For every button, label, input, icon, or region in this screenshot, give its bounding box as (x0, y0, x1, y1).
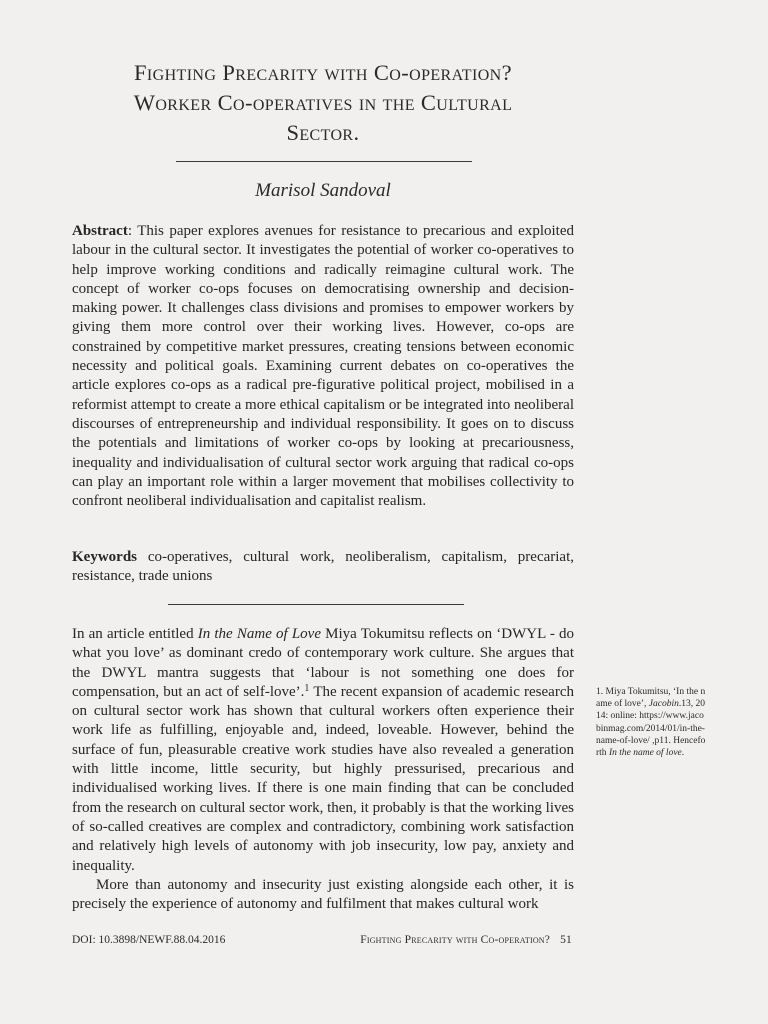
page-number: 51 (560, 934, 572, 946)
footnote-short-title: In the name of love (608, 748, 682, 759)
footnote-text-c: . (681, 748, 685, 759)
footnote-text-a: 1. Miya Tokumitsu, ‘In the name of love’, (596, 687, 706, 710)
keywords-text: co-operatives, cultural work, neoliberalism, capitalism, precariat, resistance, trade unions (72, 549, 574, 585)
title-line-1: Fighting Precarity with Co-operation? (133, 60, 513, 85)
paragraph-2: More than autonomy and insecurity just existing alongside each other, it is precisely the experience of autonomy and fulfilment that makes cultural work (72, 876, 574, 913)
keywords (72, 548, 574, 587)
title-line-2: Worker Co-operatives in the Cultural (133, 90, 513, 115)
paragraph-1-rest: The recent expansion of academic research on cultural sector work has shown that cultural workers often experience their work life as fulfilling, enjoyable and, indeed, loveable. However, behind the surface of fun, pleasurable creative work studies have also revealed a generation with little income, little security, but highly pressurised, precarious and individualised working lives. If there is one main finding that can be concluded from the research on cultural sector work, then, it probably is that the working lives of so-called creatives are complex and contradictory, combining work satisfaction and relatively high levels of autonomy with job insecurity, low pay, anxiety and inequality. (72, 683, 574, 874)
running-title: Fighting Precarity with Co-operation? (360, 934, 551, 946)
footnote-text-b: .13, 2014: online: https://www.jacobinmag.com/2014/01/in-the-name-of-love/ ,p11. Henceforth (596, 699, 706, 759)
author-name: Marisol Sandoval (255, 180, 391, 201)
paper-title (72, 58, 574, 148)
paragraph-1-intro: In an article entitled (72, 626, 198, 642)
keywords-label: Keywords (72, 549, 137, 565)
section-divider (168, 604, 464, 605)
doi: DOI: 10.3898/NEWF.88.04.2016 (72, 934, 226, 946)
footnote (596, 686, 706, 759)
paragraph-1 (72, 625, 574, 876)
main-text (72, 625, 574, 914)
paragraph-1-quote: Miya Tokumitsu reflects on ‘DWYL - do what you love’ as dominant credo of contemporary work culture. She argues that the DWYL mantra suggests that ‘labour is not something one does for compensation, but an act of self-love’. (72, 626, 574, 700)
footnote-reference[interactable]: 1 (304, 682, 310, 694)
footnote-journal: Jacobin (648, 699, 679, 710)
abstract-label: Abstract (72, 223, 128, 239)
cited-article-title: In the Name of Love (197, 626, 321, 642)
title-divider (176, 161, 472, 162)
abstract-text: : This paper explores avenues for resistance to precarious and exploited labour in the cultural sector. It investigates the potential of worker co-operatives to help improve working conditions and radically reimagine cultural work. The concept of worker co-ops focuses on democratising ownership and decision-making power. It challenges class divisions and promises to empower workers by giving them more control over their working lives. However, co-ops are constrained by competitive market pressures, creating tensions between economic necessity and political goals. Examining current debates on co-operatives the article explores co-ops as a radical pre-figurative political project, mobilised in a reformist attempt to create a more ethical capitalism or be integrated into neoliberal discourses of entrepreneurship and individual responsibility. It goes on to discuss the potentials and limitations of worker co-ops by looking at precariousness, inequality and individualisation of cultural sector work arguing that radical co-ops can play an important role within a larger movement that mobilises collectivity to confront neoliberal individualisation and capitalist realism. (72, 223, 574, 510)
running-header (360, 934, 572, 946)
abstract (72, 222, 574, 511)
title-line-3: Sector. (286, 120, 360, 145)
